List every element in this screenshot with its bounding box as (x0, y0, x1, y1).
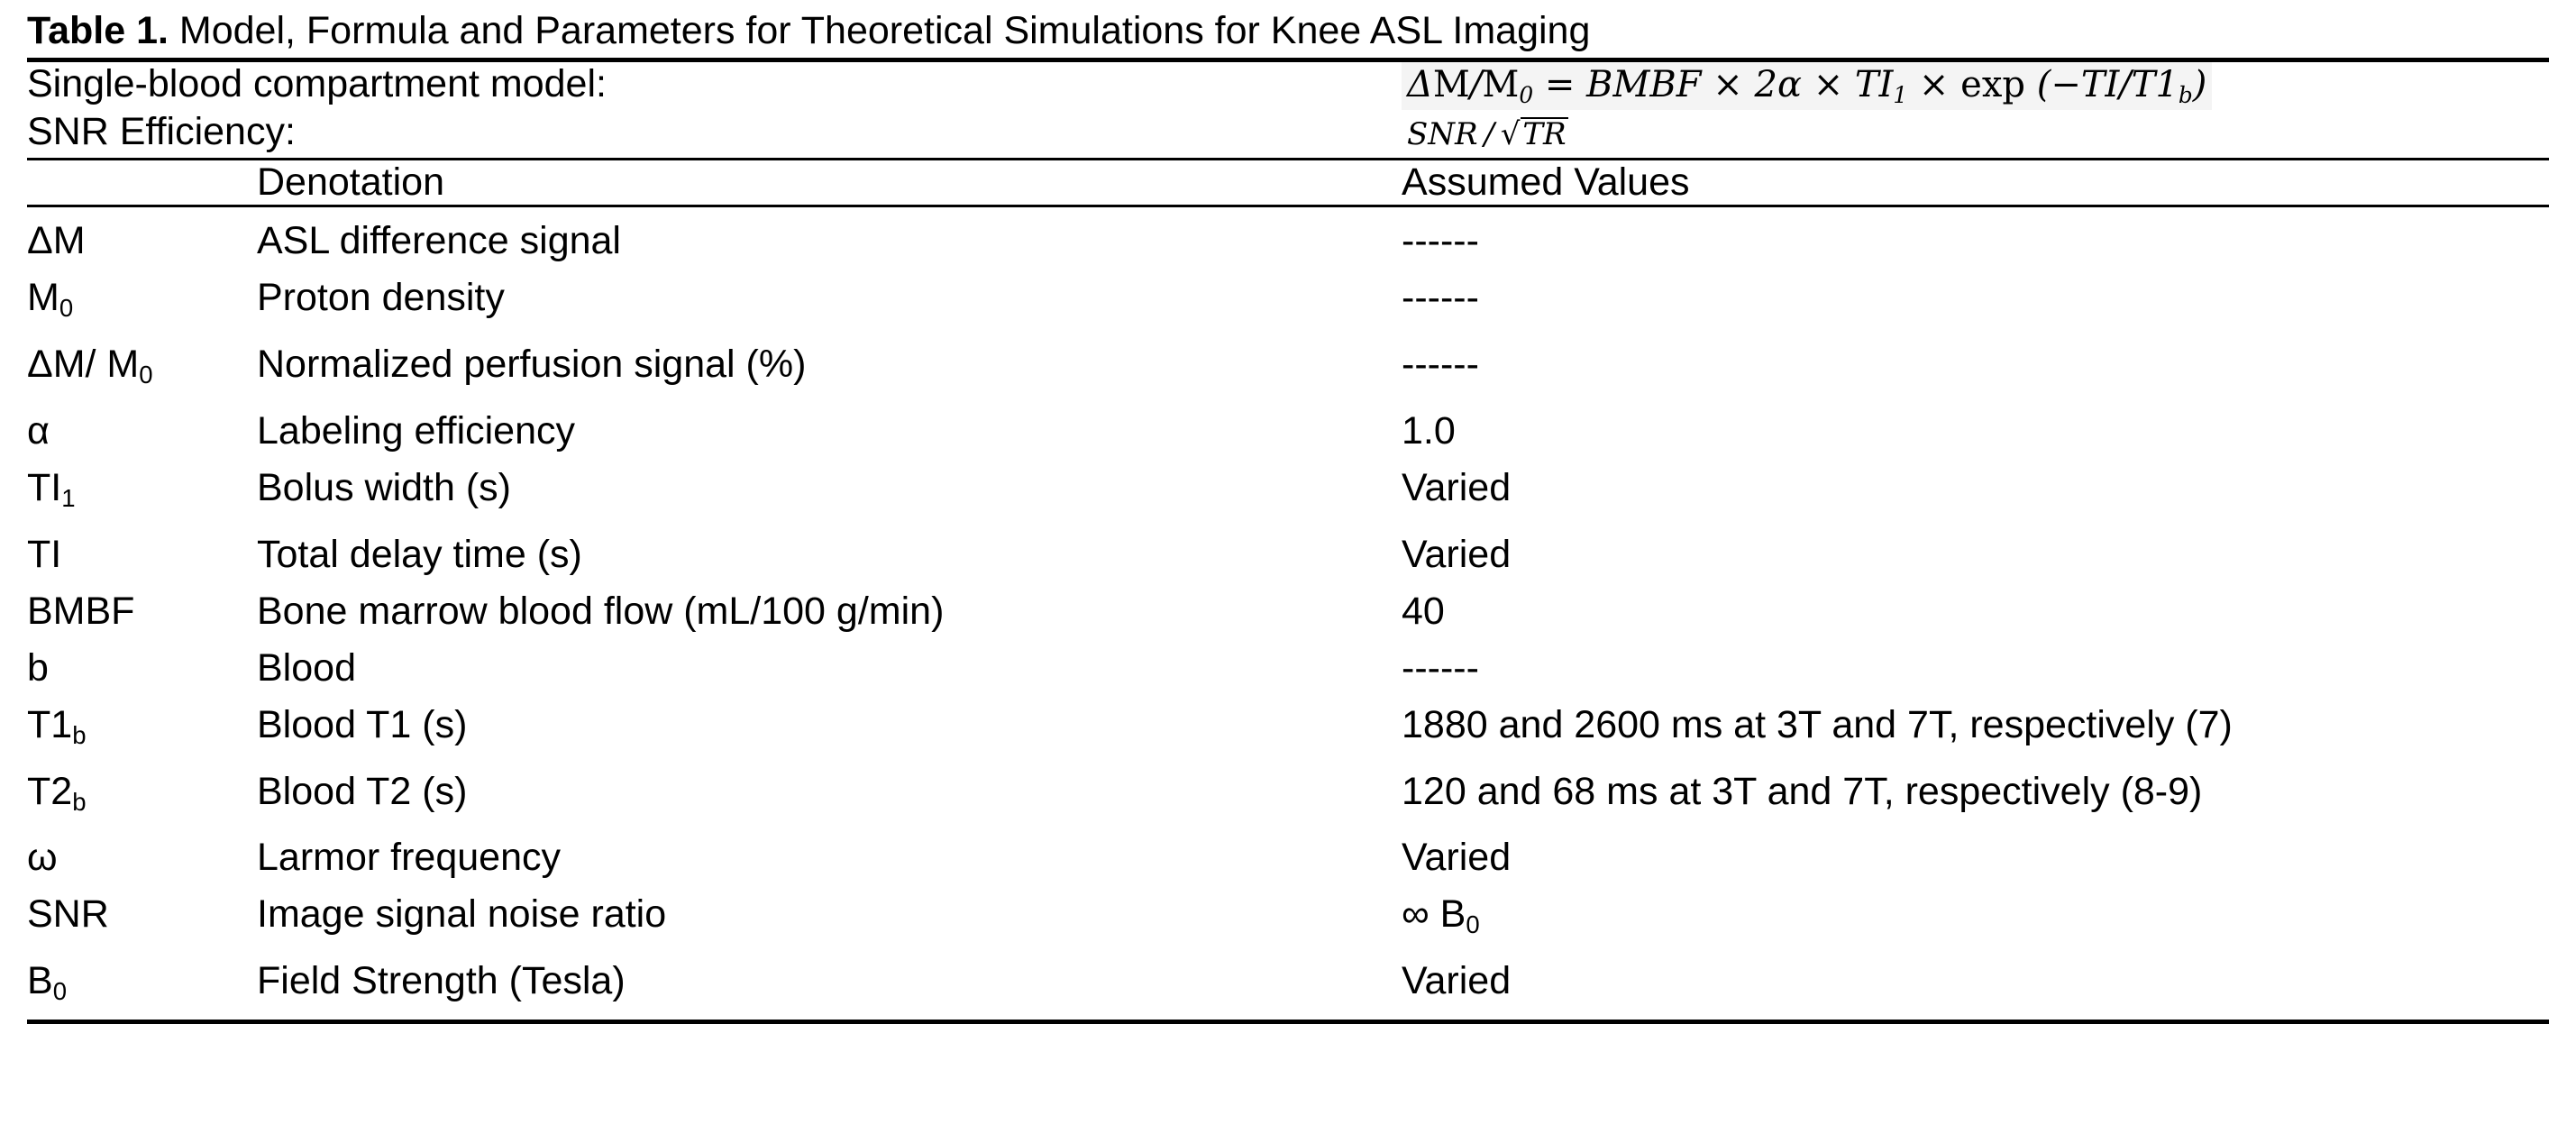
row-denotation: Normalized perfusion signal (%) (257, 342, 807, 386)
row-value: 1880 and 2600 ms at 3T and 7T, respectively (7) (1402, 702, 2233, 746)
row-denotation: Blood T2 (s) (257, 769, 468, 813)
row-symbol: ω (27, 836, 58, 880)
model-formula (1402, 60, 2549, 110)
row-denotation: Bone marrow blood flow (mL/100 g/min) (257, 589, 945, 633)
row-denotation: Total delay time (s) (257, 532, 582, 576)
row-denotation: Image signal noise ratio (257, 892, 667, 937)
row-symbol: α (27, 408, 50, 453)
row-denotation: ASL difference signal (257, 219, 621, 263)
parameters-table (27, 58, 2549, 1024)
row-denotation: Larmor frequency (257, 836, 561, 880)
table-header-row (27, 160, 2549, 206)
table-row (27, 829, 2549, 886)
row-value: ------ (1402, 645, 1479, 690)
row-symbol: BMBF (27, 589, 135, 633)
formula-single-blood-compartment: $\Delta M/M_0$ = BMBF × $2\alpha \times TI_1 \times \exp (-TI/T1_b)$ (1402, 62, 2212, 110)
table-row (27, 764, 2549, 830)
table-row (27, 336, 2549, 403)
table-row (27, 270, 2549, 336)
row-symbol: $TI_1$ (27, 465, 76, 512)
row-value: 1.0 (1402, 408, 1456, 453)
row-denotation: Blood (257, 645, 356, 690)
table-caption (27, 9, 2549, 58)
column-header-denotation: Denotation (257, 160, 1402, 206)
snr-efficiency-formula (1402, 110, 2549, 160)
row-denotation: Proton density (257, 276, 505, 320)
row-value: 120 and 68 ms at 3T and 7T, respectively (8-9) (1402, 769, 2203, 813)
formula-snr-efficiency: SNR / √TR (1407, 116, 1567, 153)
row-value: ------ (1402, 219, 1479, 263)
row-value: ∞ $B_0$ (1402, 892, 1480, 939)
row-symbol: TI (27, 532, 62, 576)
row-symbol: $B_0$ (27, 953, 257, 1021)
table-row (27, 583, 2549, 640)
row-value: 40 (1402, 589, 1445, 633)
column-header-values: Assumed Values (1402, 160, 2549, 206)
row-denotation: Bolus width (s) (257, 465, 511, 509)
row-symbol: $T1_b$ (27, 702, 87, 749)
table-row (27, 403, 2549, 460)
row-symbol: b (27, 645, 49, 690)
table-row (27, 697, 2549, 764)
table-row (27, 526, 2549, 583)
row-value: Varied (1402, 465, 1512, 509)
table-row (27, 640, 2549, 697)
caption-text: Model, Formula and Parameters for Theoretical Simulations for Knee ASL Imaging (178, 9, 1591, 52)
row-symbol: $M_0$ (27, 276, 74, 322)
row-value: ------ (1402, 342, 1479, 386)
table-row (27, 206, 2549, 270)
column-header-symbol (27, 160, 257, 206)
table-row (27, 460, 2549, 526)
table-row (27, 110, 2549, 160)
row-symbol: ΔM (27, 219, 86, 263)
row-value: Varied (1402, 953, 2549, 1021)
row-denotation: Blood T1 (s) (257, 702, 468, 746)
table-row (27, 953, 2549, 1021)
row-denotation: Field Strength (Tesla) (257, 953, 1402, 1021)
caption-label: Table 1. (27, 9, 169, 52)
snr-efficiency-label: SNR Efficiency: (27, 110, 1402, 160)
table-row (27, 886, 2549, 953)
row-symbol: ΔM/ $M_0$ (27, 342, 153, 389)
model-label: Single-blood compartment model: (27, 60, 1402, 110)
table-row (27, 60, 2549, 110)
row-value: ------ (1402, 276, 1479, 320)
row-value: Varied (1402, 532, 1512, 576)
row-symbol: $T2_b$ (27, 769, 87, 816)
row-value: Varied (1402, 836, 1512, 880)
row-symbol: SNR (27, 892, 109, 937)
row-denotation: Labeling efficiency (257, 408, 576, 453)
